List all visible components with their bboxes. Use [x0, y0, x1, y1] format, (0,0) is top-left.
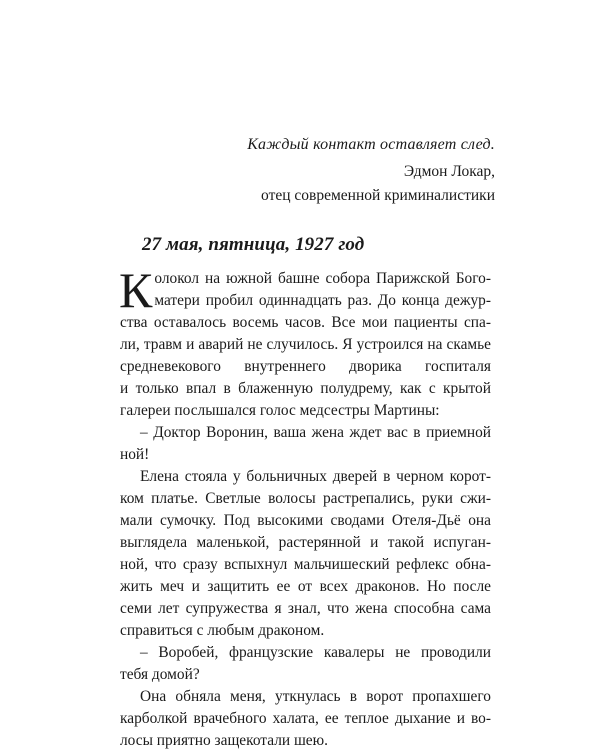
epigraph-quote: Каждый контакт оставляет след.: [247, 136, 495, 153]
text-line: ной!: [120, 446, 150, 463]
paragraph-2: [120, 422, 491, 466]
text-line: ной, что сразу вспыхнул мальчишеский рефлекс обна-: [120, 556, 491, 573]
text-line: и только впал в блаженную полудрему, как с крытой: [120, 380, 491, 397]
text-line: – Доктор Воронин, ваша жена ждет вас в приемной: [140, 424, 491, 441]
drop-cap: К: [119, 262, 153, 318]
paragraph-3: [120, 466, 491, 642]
text-line: лосы приятно защекотали шею.: [120, 732, 328, 749]
epigraph-author-title: отец современной криминалистики: [261, 187, 495, 204]
text-line: тебя домой?: [120, 666, 200, 683]
text-line: Она обняла меня, уткнулась в ворот пропахшего: [140, 688, 491, 705]
text-line: олокол на южной башне собора Парижской Бого-: [154, 270, 491, 287]
text-line: справиться с любым драконом.: [120, 622, 325, 639]
text-line: жить меч и защитить ее от всех драконов. Но после: [120, 578, 491, 595]
chapter-date-heading: 27 мая, пятница, 1927 год: [142, 234, 365, 255]
epigraph-author: Эдмон Локар,: [403, 163, 495, 180]
epigraph: [247, 133, 495, 208]
text-line: карболкой врачебного халата, ее теплое дыхание и во-: [120, 710, 491, 727]
text-line: ства оставалось восемь часов. Все мои пациенты спа-: [120, 314, 491, 331]
text-line: матери пробил одиннадцать раз. До конца дежур-: [154, 292, 491, 309]
text-line: мали сумочку. Под высокими сводами Отеля-Дьё она: [120, 512, 491, 529]
text-line: Елена стояла у больничных дверей в черном корот-: [140, 468, 491, 485]
body-text: [119, 262, 491, 752]
text-line: ли, травм и аварий не случилось. Я устроился на скамье: [120, 336, 491, 353]
paragraph-1: [119, 262, 491, 422]
text-line: ком платье. Светлые волосы растрепались, руки сжи-: [120, 490, 491, 507]
text-line: – Воробей, французские кавалеры не проводили: [140, 644, 491, 661]
text-line: семи лет супружества я знал, что жена способна сама: [120, 600, 491, 617]
text-line: средневекового внутреннего дворика госпиталя: [120, 358, 491, 375]
paragraph-5: [120, 686, 491, 752]
paragraph-4: [120, 642, 491, 686]
text-line: галереи послышался голос медсестры Мартины:: [120, 402, 440, 419]
text-line: выглядела маленькой, растерянной и такой испуган-: [120, 534, 491, 551]
